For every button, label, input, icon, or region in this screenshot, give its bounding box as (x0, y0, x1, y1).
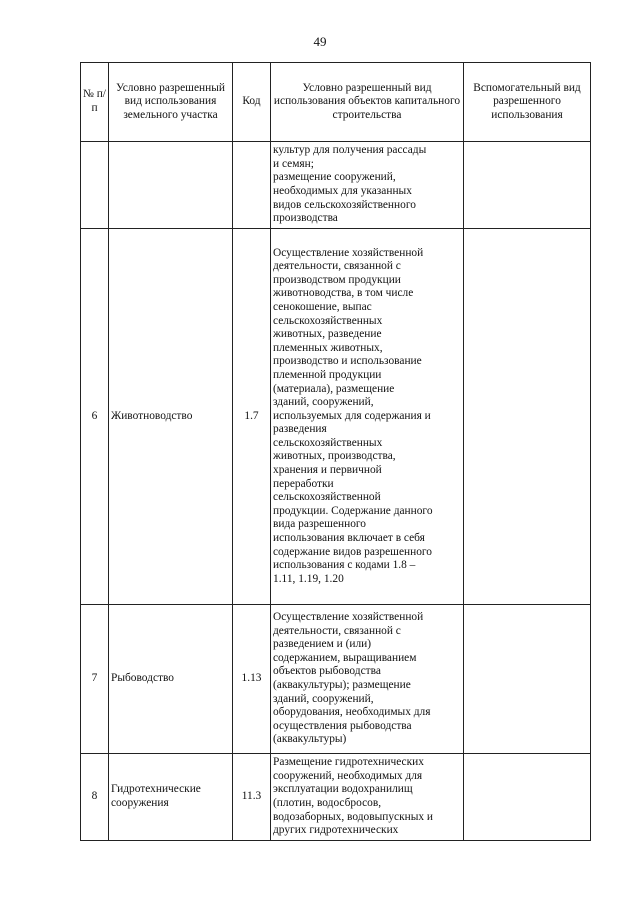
description-line: Осуществление хозяйственной (273, 611, 424, 624)
description-line: размещение сооружений, (273, 171, 396, 184)
row-description (271, 754, 464, 841)
description-line: продукции. Содержание данного (273, 504, 433, 517)
row-auxiliary (464, 754, 591, 841)
description-line: культур для получения рассады (273, 144, 427, 157)
description-line: водозаборных, водовыпускных и (273, 810, 433, 823)
row-code: 1.13 (233, 605, 271, 754)
header-code: Код (233, 63, 271, 142)
description-line: (аквакультуры) (273, 733, 347, 746)
row-auxiliary (464, 142, 591, 229)
description-line: Размещение гидротехнических (273, 756, 424, 769)
description-line: хранения и первичной (273, 464, 382, 477)
table-row-continuation (81, 142, 591, 229)
row-description (271, 229, 464, 605)
description-line: использования включает в себя (273, 532, 425, 545)
description-line: используемых для содержания и (273, 409, 431, 422)
description-line: использования с кодами 1.8 – (273, 559, 416, 572)
description-line: (плотин, водосбросов, (273, 797, 382, 809)
description-line: животных, производства, (273, 450, 396, 463)
land-use-table (80, 62, 591, 841)
row-code: 11.3 (233, 754, 271, 841)
description-line: производства (273, 212, 338, 225)
description-line: разведения (273, 423, 327, 436)
description-line: животноводства, в том числе (273, 287, 414, 300)
row-num: 8 (81, 754, 109, 841)
row-num (81, 142, 109, 229)
table-header-row (81, 63, 591, 142)
description-line: зданий, сооружений, (273, 396, 374, 409)
row-description (271, 142, 464, 229)
header-capital-objects: Условно разрешенный вид использования объектов капитального строительства (271, 63, 464, 142)
description-line: оборудования, необходимых для (273, 706, 431, 719)
description-line: содержание видов разрешенного (273, 545, 432, 558)
row-code (233, 142, 271, 229)
description-line: племенной продукции (273, 368, 382, 381)
description-line: и семян; (273, 157, 314, 170)
description-line: (аквакультуры); размещение (273, 679, 411, 691)
description-line: сенокошение, выпас (273, 300, 372, 313)
description-line: осуществления рыбоводства (273, 719, 412, 732)
description-line: племенных животных, (273, 341, 383, 354)
description-line: Осуществление хозяйственной (273, 246, 424, 259)
page-number: 49 (313, 34, 327, 49)
description-line: вида разрешенного (273, 518, 366, 531)
description-line: объектов рыбоводства (273, 665, 381, 678)
row-auxiliary (464, 605, 591, 754)
header-auxiliary: Вспомогательный вид разрешенного использования (464, 63, 591, 142)
row-auxiliary (464, 229, 591, 605)
description-line: животных, разведение (273, 328, 382, 341)
description-line: 1.11, 1.19, 1.20 (273, 572, 344, 585)
description-line: сооружений, необходимых для (273, 769, 423, 782)
description-line: разведением и (или) (273, 638, 372, 651)
row-land-use (109, 142, 233, 229)
description-line: производством продукции (273, 273, 401, 286)
description-line: (материала), размещение (273, 382, 395, 395)
row-num: 7 (81, 605, 109, 754)
table-row-livestock (81, 229, 591, 605)
header-num: № п/п (81, 63, 109, 142)
header-land-use: Условно разрешенный вид использования земельного участка (109, 63, 233, 142)
description-line: необходимых для указанных (273, 185, 412, 197)
description-line: деятельности, связанной с (273, 260, 401, 273)
description-line: видов сельскохозяйственного (273, 198, 416, 211)
row-description (271, 605, 464, 754)
description-line: переработки (273, 477, 334, 490)
table-row-fish-farming (81, 605, 591, 754)
description-line: сельскохозяйственных (273, 314, 383, 327)
description-line: деятельности, связанной с (273, 624, 401, 637)
description-line: сельскохозяйственных (273, 436, 383, 449)
description-line: производство и использование (273, 355, 422, 368)
row-land-use: Гидротехнические сооружения (109, 754, 233, 841)
row-num: 6 (81, 229, 109, 605)
row-land-use: Животноводство (109, 229, 233, 605)
row-code: 1.7 (233, 229, 271, 605)
description-line: других гидротехнических (273, 824, 399, 837)
description-line: зданий, сооружений, (273, 692, 374, 705)
table-row-hydro-structures (81, 754, 591, 841)
row-land-use: Рыбоводство (109, 605, 233, 754)
description-line: эксплуатации водохранилищ (273, 783, 413, 796)
description-line: сельскохозяйственной (273, 491, 381, 504)
description-line: содержанием, выращиванием (273, 651, 417, 664)
